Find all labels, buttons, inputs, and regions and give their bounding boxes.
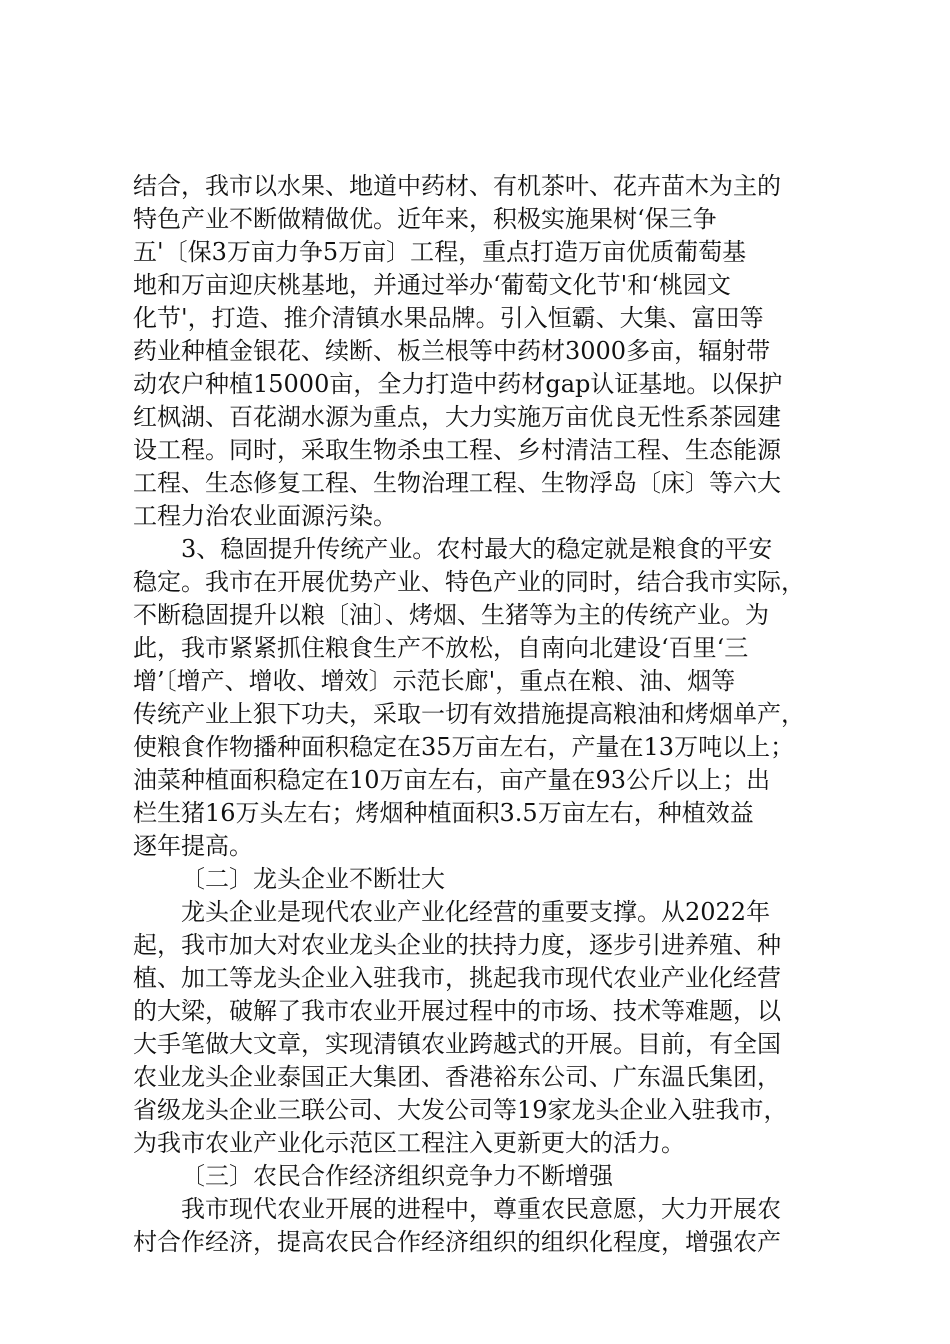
paragraph-first-line: 我市现代农业开展的进程中，尊重农民意愿，大力开展农	[181, 1195, 781, 1223]
text-line: 村合作经济，提高农民合作经济组织的组织化程度，增强农产	[133, 1228, 781, 1256]
text-line: 结合，我市以水果、地道中药材、有机茶叶、花卉苗木为主的	[133, 172, 781, 200]
text-line: 工程力治农业面源污染。	[133, 502, 397, 530]
text-line: 为我市农业产业化示范区工程注入更新更大的活力。	[133, 1129, 685, 1157]
text-line: 增’〔增产、增收、增效〕示范长廊'，重点在粮、油、烟等	[133, 667, 736, 695]
text-line: 栏生猪16万头左右；烤烟种植面积3.5万亩左右，种植效益	[133, 799, 754, 827]
text-line: 红枫湖、百花湖水源为重点，大力实施万亩优良无性系茶园建	[133, 403, 781, 431]
text-line: 使粮食作物播种面积稳定在35万亩左右，产量在13万吨以上；	[133, 733, 795, 761]
text-line: 药业种植金银花、续断、板兰根等中药材3000多亩，辐射带	[133, 337, 771, 365]
text-line: 的大梁，破解了我市农业开展过程中的市场、技术等难题，以	[133, 997, 781, 1025]
text-line: 省级龙头企业三联公司、大发公司等19家龙头企业入驻我市，	[133, 1096, 788, 1124]
paragraph-first-line: 〔二〕龙头企业不断壮大	[181, 865, 445, 893]
text-line: 特色产业不断做精做优。近年来，积极实施果树‘保三争	[133, 205, 717, 233]
text-line: 传统产业上狠下功夫，采取一切有效措施提高粮油和烤烟单产，	[133, 700, 805, 728]
text-line: 逐年提高。	[133, 832, 253, 860]
paragraph-first-line: 龙头企业是现代农业产业化经营的重要支撑。从2022年	[181, 898, 771, 926]
text-line: 农业龙头企业泰国正大集团、香港裕东公司、广东温氏集团，	[133, 1063, 781, 1091]
paragraph-first-line: 3、稳固提升传统产业。农村最大的稳定就是粮食的平安	[181, 535, 773, 563]
text-line: 植、加工等龙头企业入驻我市，挑起我市现代农业产业化经营	[133, 964, 781, 992]
document-body-text	[133, 170, 833, 1259]
text-line: 化节'，打造、推介清镇水果品牌。引入恒霸、大集、富田等	[133, 304, 764, 332]
text-line: 稳定。我市在开展优势产业、特色产业的同时，结合我市实际，	[133, 568, 805, 596]
text-line: 动农户种植15000亩，全力打造中药材gap认证基地。以保护	[133, 370, 783, 398]
text-line: 设工程。同时，采取生物杀虫工程、乡村清洁工程、生态能源	[133, 436, 781, 464]
text-line: 大手笔做大文章，实现清镇农业跨越式的开展。目前，有全国	[133, 1030, 781, 1058]
text-line: 五'〔保3万亩力争5万亩〕工程，重点打造万亩优质葡萄基	[133, 238, 747, 266]
text-line: 地和万亩迎庆桃基地，并通过举办‘葡萄文化节'和‘桃园文	[133, 271, 731, 299]
paragraph-first-line: 〔三〕农民合作经济组织竞争力不断增强	[181, 1162, 613, 1190]
text-line: 此，我市紧紧抓住粮食生产不放松，自南向北建设‘百里‘三	[133, 634, 749, 662]
text-line: 起，我市加大对农业龙头企业的扶持力度，逐步引进养殖、种	[133, 931, 781, 959]
text-line: 工程、生态修复工程、生物治理工程、生物浮岛〔床〕等六大	[133, 469, 781, 497]
text-line: 油菜种植面积稳定在10万亩左右，亩产量在93公斤以上；出	[133, 766, 771, 794]
text-line: 不断稳固提升以粮〔油〕、烤烟、生猪等为主的传统产业。为	[133, 601, 769, 629]
